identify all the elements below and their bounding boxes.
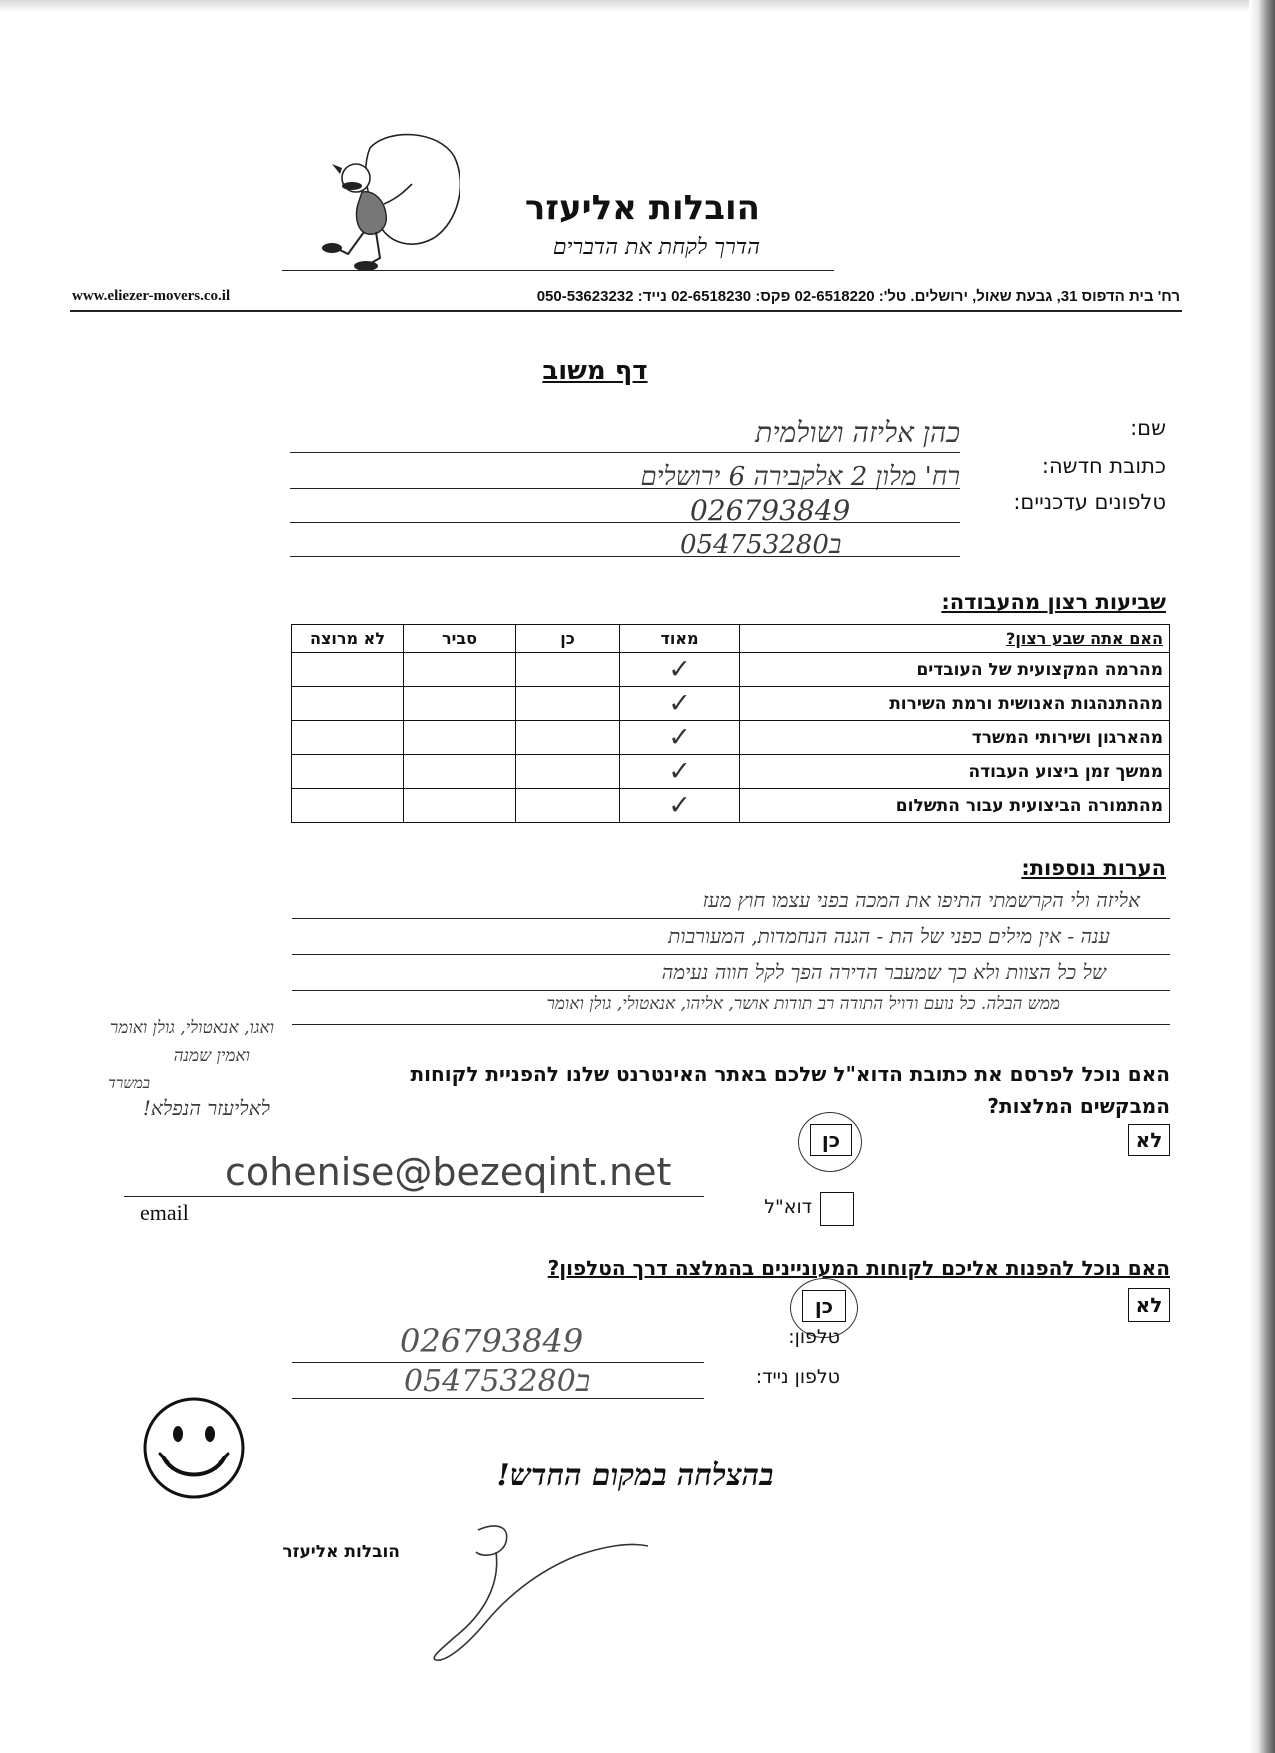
email-caption: email [140,1200,189,1225]
phone-1-value: 026793849 [690,494,851,527]
phone-yes-label: כן [814,1294,834,1318]
row-label: מהארגון ושירותי המשרד [740,721,1170,755]
table-header-row [292,625,1170,653]
phone-2-line [290,556,960,557]
check-mark: ✓ [668,654,691,685]
notes-title: הערות נוספות: [1021,856,1166,880]
phone-question: האם נוכל להפנות אליכם לקוחות המעוניינים בהמלצה דרך הטלפון? [547,1256,1170,1280]
cell-very[interactable] [620,653,740,687]
margin-note-3: במשרד [108,1074,150,1092]
cell-very[interactable] [620,789,740,823]
scan-edge-right [1249,0,1275,1753]
check-mark: ✓ [668,756,691,787]
name-label: שם: [1130,416,1166,440]
table-row [292,653,1170,687]
column-header: סביר [404,625,516,653]
name-value: כהן אליזה ושולמית [755,416,960,449]
company-logo [318,126,460,274]
phone-line [292,1362,704,1363]
mobile-line [292,1398,704,1399]
column-header: לא מרוצה [292,625,404,653]
cell-not-satisfied[interactable] [292,755,404,789]
company-slogan: הדרך לקחת את הדברים [552,235,760,260]
note-line-2: ענה - אין מילים כפני של הת - הגנה הנחמדות, המעורבות [668,924,1110,948]
row-label: מההתנהגות האנושית ורמת השירות [740,687,1170,721]
name-line [290,452,960,453]
page-title: דף משוב [542,356,648,386]
margin-note-2: ואמין שמנה [173,1046,250,1066]
phone-value: 026793849 [400,1322,584,1360]
cell-yes[interactable] [516,687,620,721]
note-line-3: של כל הצוות ולא כך שמעבר הדירה הפך לקל חווה נעימה [661,960,1106,984]
phone-no-label: לא [1135,1293,1163,1317]
cell-very[interactable] [620,755,740,789]
check-mark: ✓ [668,722,691,753]
check-mark: ✓ [668,688,691,719]
mobile-value: 054753280ב [404,1364,591,1399]
address-line [290,488,960,489]
email-value: cohenise@bezeqint.net [225,1150,672,1194]
phone-label: טלפון: [788,1326,840,1348]
cell-yes[interactable] [516,755,620,789]
phone-yes-checkbox[interactable] [802,1290,846,1322]
slogan-underline [282,270,834,271]
column-header: כן [516,625,620,653]
company-website: www.eliezer-movers.co.il [72,288,231,304]
margin-note-4: לאליעזר הנפלא! [142,1096,270,1120]
phone-no-checkbox[interactable] [1128,1288,1170,1322]
email-line [124,1196,704,1197]
cell-not-satisfied[interactable] [292,687,404,721]
company-address: רח' בית הדפוס 31, גבעת שאול, ירושלים. טל': 02-6518220 פקס: 02-6518230 נייד: 050-53623232 [536,288,1180,305]
email-question: האם נוכל לפרסם את כתובת הדוא"ל שלכם באתר האינטרנט שלנו להפניית לקוחות המבקשים המלצות? [410,1062,1170,1118]
note-rule-3 [292,990,1170,991]
cell-reasonable[interactable] [404,721,516,755]
note-rule-1 [292,918,1170,919]
note-rule-4 [292,1024,1170,1025]
note-line-4: ממש הבלה. כל נועם ודויל התודה רב תודות אושר, אליהו, אנאטולי, גולן ואומר [546,994,1060,1014]
row-label: ממשך זמן ביצוע העבודה [740,755,1170,789]
table-row [292,789,1170,823]
cell-reasonable[interactable] [404,789,516,823]
cell-very[interactable] [620,687,740,721]
cell-yes[interactable] [516,653,620,687]
check-mark: ✓ [668,790,691,821]
cell-reasonable[interactable] [404,687,516,721]
email-checkbox[interactable] [820,1192,854,1226]
margin-note-1: ואגו, אנאטולי, גולן ואומר [109,1018,274,1038]
phone-1-line [290,522,960,523]
company-name: הובלות אליעזר [524,188,760,228]
mobile-label: טלפון נייד: [755,1366,840,1388]
scan-edge-top [0,0,1275,12]
email-yes-label: כן [821,1128,841,1152]
row-label: מהתמורה הביצועית עבור התשלום [740,789,1170,823]
question-header: האם אתה שבע רצון? [740,625,1170,653]
cell-reasonable[interactable] [404,755,516,789]
table-row [292,687,1170,721]
cell-not-satisfied[interactable] [292,721,404,755]
cell-not-satisfied[interactable] [292,653,404,687]
note-rule-2 [292,954,1170,955]
address-value: רח' מלון 2 אלקבירה 6 ירושלים [640,462,960,492]
row-label: מהרמה המקצועית של העובדים [740,653,1170,687]
smiley-icon [142,1396,246,1500]
cell-yes[interactable] [516,789,620,823]
email-no-checkbox[interactable] [1128,1124,1170,1156]
satisfaction-title: שביעות רצון מהעבודה: [941,590,1166,614]
table-row [292,755,1170,789]
satisfaction-table [291,624,1170,823]
email-label: דוא"ל [764,1196,812,1218]
closing-message: בהצלחה במקום החדש! [496,1458,774,1493]
phones-label: טלפונים עדכניים: [1013,490,1166,514]
note-line-1: אליזה ולי הקרשמתי התיפו את המכה בפני עצמו חוץ מעז [702,888,1140,912]
footer-company-name: הובלות אליעזר [282,1542,400,1562]
header-divider [70,310,1182,312]
cell-not-satisfied[interactable] [292,789,404,823]
cell-reasonable[interactable] [404,653,516,687]
email-yes-checkbox[interactable] [810,1124,852,1156]
cell-very[interactable] [620,721,740,755]
signature [426,1512,656,1662]
cell-yes[interactable] [516,721,620,755]
phone-2-value: 054753280ב [680,530,842,560]
table-row [292,721,1170,755]
email-no-label: לא [1135,1128,1163,1152]
column-header: מאוד [620,625,740,653]
address-label: כתובת חדשה: [1041,454,1166,478]
